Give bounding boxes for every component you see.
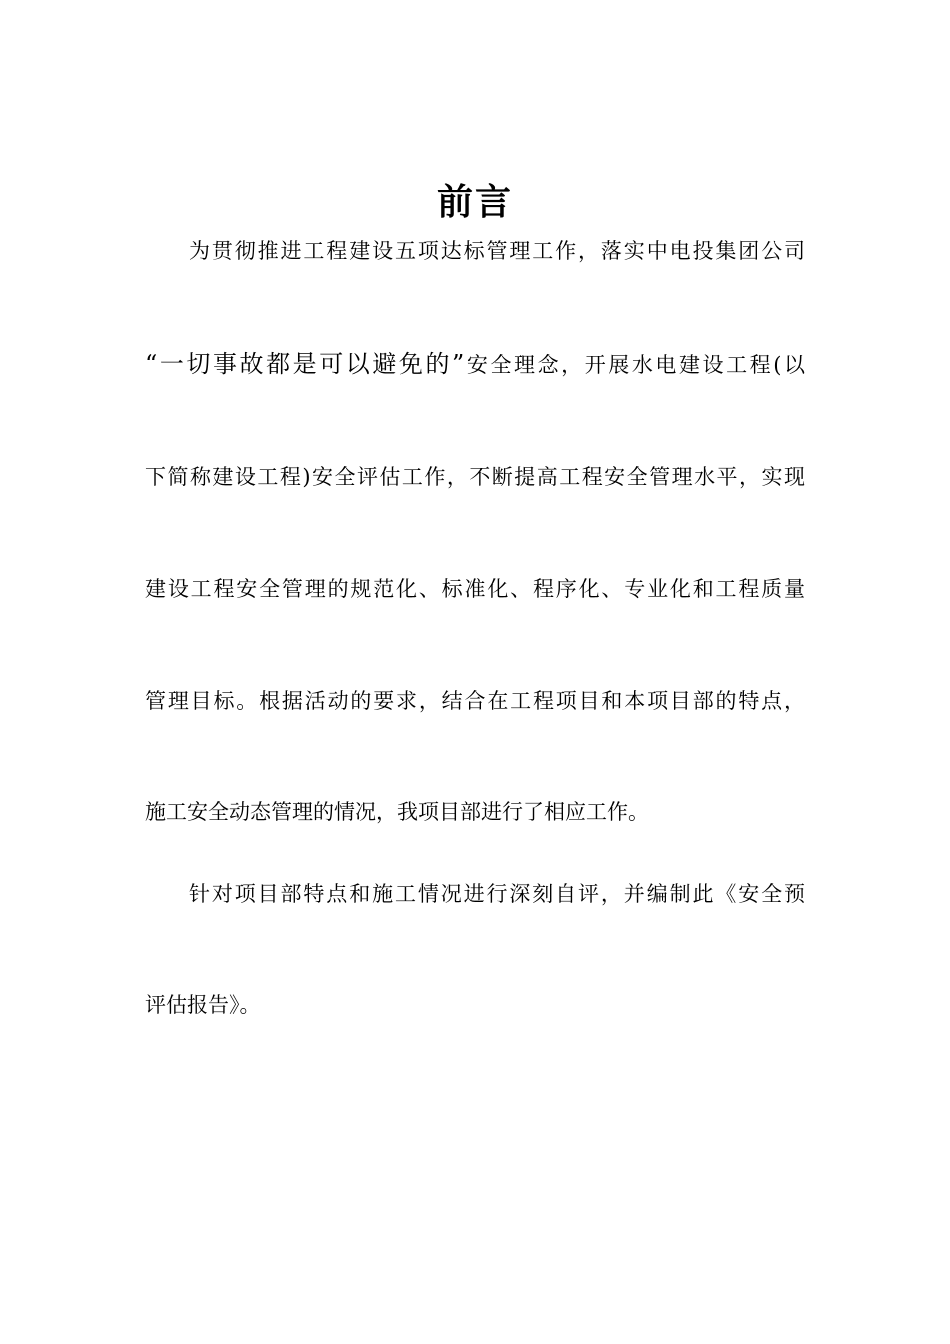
paragraph-1-line-6: 施工安全动态管理的情况，我项目部进行了相应工作。 [145,800,649,824]
page-title: 前言 [436,181,513,223]
paragraph-1-line-2 [145,349,805,380]
paragraph-1-line-1: 为贯彻推进工程建设五项达标管理工作，落实中电投集团公司 [189,239,805,263]
paragraph-1-line-5: 管理目标。根据活动的要求，结合在工程项目和本项目部的特点， [145,689,805,713]
quoted-safety-concept: “一切事故都是可以避免的” [145,350,465,378]
paragraph-1-line-4: 建设工程安全管理的规范化、标准化、程序化、专业化和工程质量 [145,577,805,601]
paragraph-1-line-3: 下简称建设工程)安全评估工作，不断提高工程安全管理水平，实现 [145,465,805,489]
paragraph-1-line-2-rest: 安全理念，开展水电建设工程(以 [464,353,805,377]
paragraph-2-line-1: 针对项目部特点和施工情况进行深刻自评，并编制此《安全预 [189,882,805,906]
paragraph-2-line-2: 评估报告》。 [145,993,261,1017]
